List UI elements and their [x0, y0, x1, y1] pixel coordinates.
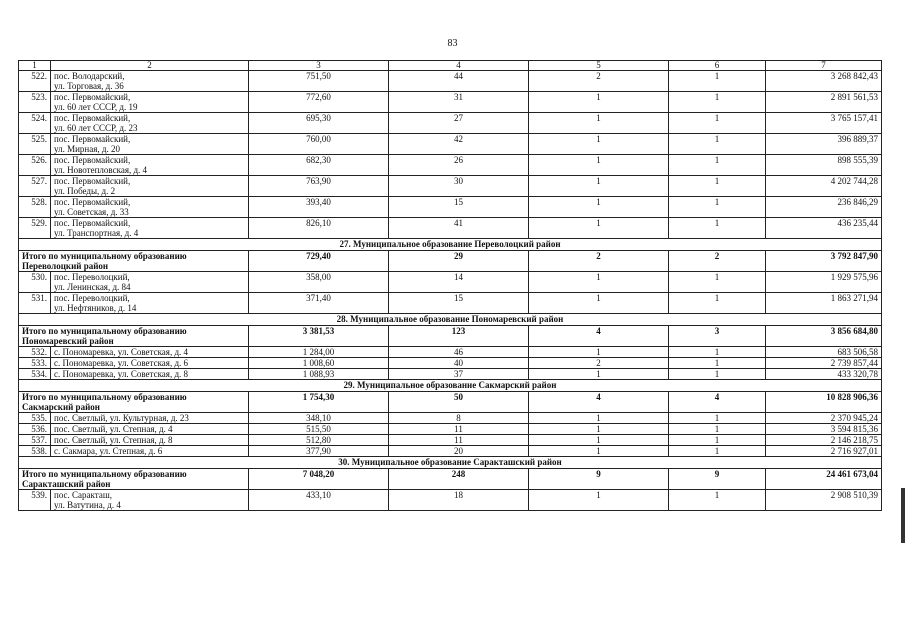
area-value: 729,40 [249, 251, 389, 272]
count-value: 1 [529, 424, 669, 435]
row-number: 523. [19, 92, 51, 113]
address-line: ул. Советская, д. 33 [54, 207, 129, 217]
count-value: 1 [669, 218, 766, 239]
address-line: пос. Светлый, ул. Культурная, д. 23 [54, 413, 189, 423]
address-cell [51, 197, 249, 218]
count-value: 1 [669, 424, 766, 435]
address-cell [51, 176, 249, 197]
address-line: ул. Новотепловская, д. 4 [54, 165, 148, 175]
row-number: 529. [19, 218, 51, 239]
column-number-row [19, 61, 882, 71]
count-value: 1 [669, 435, 766, 446]
address-cell [51, 424, 249, 435]
column-number: 7 [766, 61, 882, 71]
count-value: 123 [389, 326, 529, 347]
amount-value: 1 863 271,94 [766, 293, 882, 314]
area-value: 772,60 [249, 92, 389, 113]
count-value: 40 [389, 358, 529, 369]
count-value: 1 [529, 413, 669, 424]
count-value: 44 [389, 71, 529, 92]
count-value: 9 [529, 469, 669, 490]
area-value: 1 088,93 [249, 369, 389, 380]
row-number: 528. [19, 197, 51, 218]
row-number: 527. [19, 176, 51, 197]
amount-value: 436 235,44 [766, 218, 882, 239]
address-cell [51, 358, 249, 369]
address-cell [51, 134, 249, 155]
count-value: 1 [529, 134, 669, 155]
amount-value: 2 370 945,24 [766, 413, 882, 424]
count-value: 4 [669, 392, 766, 413]
count-value: 1 [669, 176, 766, 197]
count-value: 1 [529, 155, 669, 176]
row-number: 536. [19, 424, 51, 435]
row-number: 530. [19, 272, 51, 293]
section-title: 27. Муниципальное образование Переволоцкий район [19, 239, 882, 251]
area-value: 393,40 [249, 197, 389, 218]
address-cell [51, 113, 249, 134]
section-header-row [19, 380, 882, 392]
total-label-line: Саракташский район [22, 479, 111, 489]
table-row [19, 435, 882, 446]
count-value: 1 [529, 92, 669, 113]
total-label-line: Переволоцкий район [22, 261, 109, 271]
amount-value: 10 828 906,36 [766, 392, 882, 413]
count-value: 18 [389, 490, 529, 511]
address-cell [51, 413, 249, 424]
count-value: 1 [669, 446, 766, 457]
column-number: 1 [19, 61, 51, 71]
table-row [19, 134, 882, 155]
table-row [19, 413, 882, 424]
area-value: 433,10 [249, 490, 389, 511]
total-label [19, 469, 249, 490]
count-value: 1 [529, 272, 669, 293]
count-value: 1 [669, 413, 766, 424]
count-value: 1 [669, 113, 766, 134]
address-line: пос. Светлый, ул. Степная, д. 8 [54, 435, 173, 445]
address-line: с. Пономаревка, ул. Советская, д. 6 [54, 358, 189, 368]
count-value: 27 [389, 113, 529, 134]
amount-value: 396 889,37 [766, 134, 882, 155]
total-label [19, 251, 249, 272]
count-value: 1 [529, 369, 669, 380]
total-label-line: Пономаревский район [22, 336, 114, 346]
area-value: 1 284,00 [249, 347, 389, 358]
row-number: 524. [19, 113, 51, 134]
count-value: 1 [529, 435, 669, 446]
address-cell [51, 155, 249, 176]
count-value: 1 [669, 272, 766, 293]
count-value: 9 [669, 469, 766, 490]
count-value: 4 [529, 326, 669, 347]
count-value: 1 [669, 134, 766, 155]
row-number: 531. [19, 293, 51, 314]
address-line: ул. Транспортная, д. 4 [54, 228, 139, 238]
total-label-line: Итого по муниципальному образованию [22, 251, 187, 261]
address-line: ул. Ленинская, д. 84 [54, 282, 131, 292]
row-number: 526. [19, 155, 51, 176]
count-value: 15 [389, 197, 529, 218]
table-row [19, 113, 882, 134]
row-number: 534. [19, 369, 51, 380]
count-value: 29 [389, 251, 529, 272]
count-value: 2 [529, 71, 669, 92]
row-number: 538. [19, 446, 51, 457]
table-row [19, 92, 882, 113]
amount-value: 683 506,58 [766, 347, 882, 358]
address-cell [51, 435, 249, 446]
table-row [19, 272, 882, 293]
row-number: 532. [19, 347, 51, 358]
section-title: 30. Муниципальное образование Саракташский район [19, 457, 882, 469]
area-value: 1 754,30 [249, 392, 389, 413]
area-value: 763,90 [249, 176, 389, 197]
amount-value: 2 146 218,75 [766, 435, 882, 446]
area-value: 515,50 [249, 424, 389, 435]
amount-value: 3 268 842,43 [766, 71, 882, 92]
area-value: 751,50 [249, 71, 389, 92]
column-number: 4 [389, 61, 529, 71]
address-line: пос. Первомайский, [54, 176, 131, 186]
count-value: 248 [389, 469, 529, 490]
amount-value: 2 716 927,01 [766, 446, 882, 457]
address-line: ул. Нефтяников, д. 14 [54, 303, 137, 313]
address-line: с. Сакмара, ул. Степная, д. 6 [54, 446, 163, 456]
table-row [19, 293, 882, 314]
address-cell [51, 92, 249, 113]
area-value: 760,00 [249, 134, 389, 155]
address-line: ул. Ватутина, д. 4 [54, 500, 121, 510]
total-label [19, 326, 249, 347]
column-number: 6 [669, 61, 766, 71]
count-value: 1 [529, 347, 669, 358]
total-row [19, 251, 882, 272]
area-value: 695,30 [249, 113, 389, 134]
table-row [19, 446, 882, 457]
address-line: пос. Саракташ, [54, 490, 112, 500]
section-title: 28. Муниципальное образование Пономаревский район [19, 314, 882, 326]
address-line: пос. Первомайский, [54, 197, 131, 207]
address-cell [51, 293, 249, 314]
count-value: 1 [669, 197, 766, 218]
total-label-line: Итого по муниципальному образованию [22, 326, 187, 336]
count-value: 1 [669, 347, 766, 358]
section-header-row [19, 457, 882, 469]
amount-value: 3 792 847,90 [766, 251, 882, 272]
address-cell [51, 490, 249, 511]
total-row [19, 326, 882, 347]
address-cell [51, 347, 249, 358]
address-line: ул. Победы, д. 2 [54, 186, 116, 196]
count-value: 1 [669, 490, 766, 511]
area-value: 3 381,53 [249, 326, 389, 347]
count-value: 1 [669, 358, 766, 369]
area-value: 826,10 [249, 218, 389, 239]
table-row [19, 369, 882, 380]
total-row [19, 392, 882, 413]
amount-value: 2 739 857,44 [766, 358, 882, 369]
column-number: 2 [51, 61, 249, 71]
count-value: 4 [529, 392, 669, 413]
address-line: пос. Первомайский, [54, 155, 131, 165]
area-value: 1 008,60 [249, 358, 389, 369]
address-line: ул. Мирная, д. 20 [54, 144, 120, 154]
amount-value: 2 891 561,53 [766, 92, 882, 113]
count-value: 1 [669, 92, 766, 113]
scan-edge-mark [901, 488, 905, 543]
column-number: 3 [249, 61, 389, 71]
count-value: 14 [389, 272, 529, 293]
count-value: 1 [529, 293, 669, 314]
address-line: пос. Первомайский, [54, 218, 131, 228]
count-value: 1 [669, 369, 766, 380]
address-line: ул. Торговая, д. 36 [54, 81, 124, 91]
table-row [19, 490, 882, 511]
row-number: 533. [19, 358, 51, 369]
amount-value: 898 555,39 [766, 155, 882, 176]
address-line: ул. 60 лет СССР, д. 23 [54, 123, 138, 133]
amount-value: 1 929 575,96 [766, 272, 882, 293]
count-value: 1 [529, 113, 669, 134]
count-value: 2 [529, 251, 669, 272]
count-value: 1 [529, 176, 669, 197]
address-cell [51, 369, 249, 380]
address-line: пос. Первомайский, [54, 134, 131, 144]
row-number: 525. [19, 134, 51, 155]
count-value: 42 [389, 134, 529, 155]
amount-value: 3 856 684,80 [766, 326, 882, 347]
count-value: 50 [389, 392, 529, 413]
count-value: 8 [389, 413, 529, 424]
address-line: пос. Светлый, ул. Степная, д. 4 [54, 424, 173, 434]
count-value: 1 [529, 218, 669, 239]
section-header-row [19, 314, 882, 326]
row-number: 522. [19, 71, 51, 92]
total-label-line: Сакмарский район [22, 402, 100, 412]
amount-value: 433 320,78 [766, 369, 882, 380]
address-line: пос. Первомайский, [54, 113, 131, 123]
address-cell [51, 446, 249, 457]
address-line: пос. Переволоцкий, [54, 272, 130, 282]
count-value: 2 [529, 358, 669, 369]
amount-value: 4 202 744,28 [766, 176, 882, 197]
section-title: 29. Муниципальное образование Сакмарский район [19, 380, 882, 392]
table-row [19, 155, 882, 176]
count-value: 20 [389, 446, 529, 457]
count-value: 26 [389, 155, 529, 176]
count-value: 11 [389, 435, 529, 446]
count-value: 11 [389, 424, 529, 435]
count-value: 46 [389, 347, 529, 358]
count-value: 1 [669, 293, 766, 314]
row-number: 537. [19, 435, 51, 446]
area-value: 371,40 [249, 293, 389, 314]
address-line: с. Пономаревка, ул. Советская, д. 8 [54, 369, 189, 379]
area-value: 377,90 [249, 446, 389, 457]
area-value: 348,10 [249, 413, 389, 424]
total-label [19, 392, 249, 413]
count-value: 1 [669, 71, 766, 92]
table-row [19, 176, 882, 197]
table-row [19, 358, 882, 369]
register-table-body [19, 61, 882, 511]
count-value: 1 [529, 446, 669, 457]
amount-value: 3 765 157,41 [766, 113, 882, 134]
address-line: пос. Переволоцкий, [54, 293, 130, 303]
total-label-line: Итого по муниципальному образованию [22, 469, 187, 479]
address-line: пос. Володарский, [54, 71, 125, 81]
area-value: 682,30 [249, 155, 389, 176]
table-row [19, 71, 882, 92]
address-line: пос. Первомайский, [54, 92, 131, 102]
address-cell [51, 218, 249, 239]
column-number: 5 [529, 61, 669, 71]
address-line: ул. 60 лет СССР, д. 19 [54, 102, 138, 112]
page-number: 83 [447, 38, 458, 49]
count-value: 41 [389, 218, 529, 239]
section-header-row [19, 239, 882, 251]
count-value: 37 [389, 369, 529, 380]
total-row [19, 469, 882, 490]
count-value: 31 [389, 92, 529, 113]
count-value: 2 [669, 251, 766, 272]
table-row [19, 424, 882, 435]
count-value: 1 [669, 155, 766, 176]
row-number: 539. [19, 490, 51, 511]
amount-value: 24 461 673,04 [766, 469, 882, 490]
table-row [19, 218, 882, 239]
area-value: 358,00 [249, 272, 389, 293]
amount-value: 236 846,29 [766, 197, 882, 218]
count-value: 3 [669, 326, 766, 347]
table-row [19, 347, 882, 358]
amount-value: 2 908 510,39 [766, 490, 882, 511]
address-cell [51, 71, 249, 92]
address-cell [51, 272, 249, 293]
count-value: 1 [529, 490, 669, 511]
area-value: 512,80 [249, 435, 389, 446]
count-value: 30 [389, 176, 529, 197]
amount-value: 3 594 815,36 [766, 424, 882, 435]
register-table [18, 60, 882, 511]
row-number: 535. [19, 413, 51, 424]
total-label-line: Итого по муниципальному образованию [22, 392, 187, 402]
count-value: 15 [389, 293, 529, 314]
count-value: 1 [529, 197, 669, 218]
address-line: с. Пономаревка, ул. Советская, д. 4 [54, 347, 189, 357]
table-row [19, 197, 882, 218]
area-value: 7 048,20 [249, 469, 389, 490]
